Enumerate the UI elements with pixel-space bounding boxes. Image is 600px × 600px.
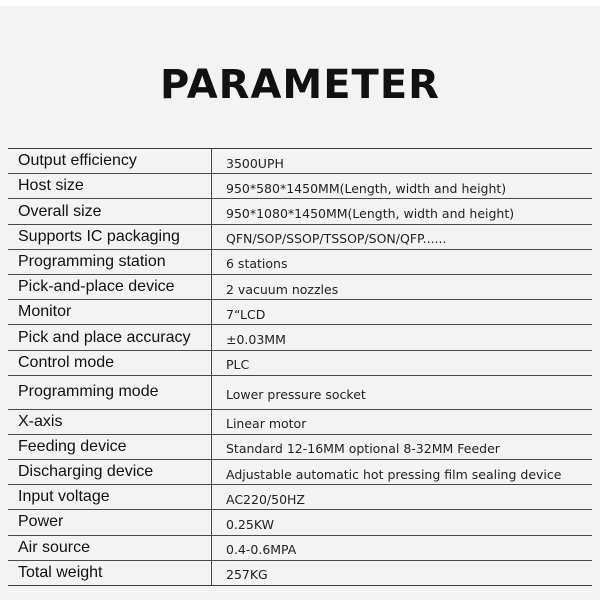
table-row — [8, 300, 592, 325]
table-row — [8, 376, 592, 410]
table-row — [8, 485, 592, 510]
row-value: 0.4-0.6MPA — [226, 542, 297, 558]
table-row — [8, 174, 592, 199]
row-value: Lower pressure socket — [226, 386, 366, 402]
row-label: Feeding device — [8, 435, 212, 459]
row-value: Standard 12-16MM optional 8-32MM Feeder — [226, 441, 500, 457]
row-value: 950*1080*1450MM(Length, width and height) — [226, 206, 515, 221]
row-value: 3500UPH — [226, 155, 284, 171]
table-row — [8, 225, 592, 250]
row-value: PLC — [226, 357, 250, 373]
row-value: AC220/50HZ — [226, 491, 305, 507]
row-value: QFN/SOP/SSOP/TSSOP/SON/QFP...... — [226, 231, 447, 247]
row-label: X-axis — [8, 410, 212, 434]
row-label: Power — [8, 510, 212, 534]
table-row — [8, 410, 592, 435]
table-row — [8, 435, 592, 460]
table-row — [8, 199, 592, 224]
row-value: 7“LCD — [226, 306, 266, 322]
row-value: 950*580*1450MM(Length, width and height) — [226, 180, 507, 196]
table-row — [8, 325, 592, 350]
table-row — [8, 149, 592, 174]
row-value: 257KG — [226, 567, 268, 583]
row-label: Host size — [8, 174, 212, 198]
row-label: Monitor — [8, 300, 212, 324]
table-row — [8, 275, 592, 300]
row-value: 0.25KW — [226, 516, 274, 532]
table-row — [8, 536, 592, 561]
row-value: Linear motor — [226, 416, 307, 432]
row-label: Programming mode — [8, 376, 212, 409]
table-row — [8, 351, 592, 376]
row-label: Pick-and-place device — [8, 275, 212, 299]
row-value: ±0.03MM — [226, 332, 286, 348]
row-label: Overall size — [8, 199, 212, 223]
row-label: Programming station — [8, 250, 212, 274]
top-band — [0, 0, 600, 6]
row-label: Discharging device — [8, 460, 212, 484]
row-label: Pick and place accuracy — [8, 325, 212, 349]
page-title: PARAMETER — [160, 62, 440, 108]
row-label: Supports IC packaging — [8, 225, 212, 249]
parameter-table — [8, 148, 592, 586]
row-label: Control mode — [8, 351, 212, 375]
table-row — [8, 561, 592, 585]
row-value: Adjustable automatic hot pressing film sealing device — [226, 466, 562, 482]
row-label: Input voltage — [8, 485, 212, 509]
table-row — [8, 460, 592, 485]
row-label: Air source — [8, 536, 212, 560]
row-value: 2 vacuum nozzles — [226, 281, 339, 297]
row-value: 6 stations — [226, 256, 288, 272]
table-row — [8, 510, 592, 535]
table-row — [8, 250, 592, 275]
row-label: Total weight — [8, 561, 212, 585]
row-label: Output efficiency — [8, 149, 212, 173]
